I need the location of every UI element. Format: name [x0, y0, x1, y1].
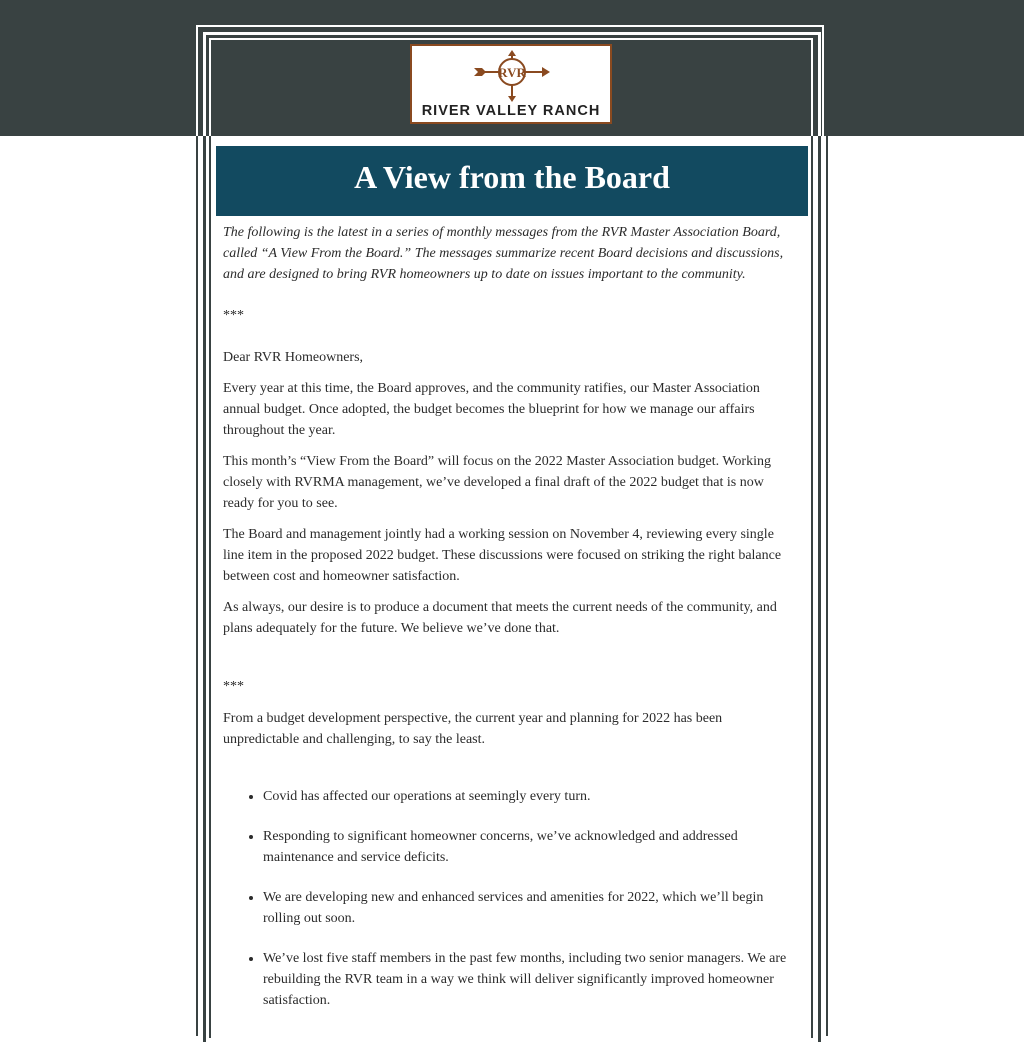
logo-monogram: RVR	[498, 65, 526, 80]
greeting: Dear RVR Homeowners,	[223, 350, 364, 365]
rvr-logo[interactable]	[410, 44, 612, 124]
separator: ***	[223, 308, 244, 323]
compass-arrow-icon	[472, 50, 552, 102]
list-item: • Covid has affected our operations at seemingly every turn.	[263, 786, 795, 807]
challenges-list	[223, 786, 795, 1011]
body-paragraph: This month’s “View From the Board” will focus on the 2022 Master Association budget. Working closely with RVRMA management, we’ve developed a final draft of the 2022 budget that is now ready for you to see.	[223, 454, 771, 511]
separator: ***	[223, 679, 244, 694]
body-paragraph: Every year at this time, the Board approves, and the community ratifies, our Master Association annual budget. Once adopted, the budget becomes the blueprint for how we manage our affairs throughout the year.	[223, 381, 760, 438]
list-item: • Responding to significant homeowner concerns, we’ve acknowledged and addressed maintenance and service deficits.	[263, 826, 795, 868]
page-title: A View from the Board	[216, 146, 808, 216]
body-paragraph: As always, our desire is to produce a document that meets the current needs of the community, and plans adequately for the future. We believe we’ve done that.	[223, 600, 777, 636]
intro-paragraph: The following is the latest in a series of monthly messages from the RVR Master Association Board, called “A View From the Board.” The messages summarize recent Board decisions and discussions, and are designed to bring RVR homeowners up to date on issues important to the community.	[223, 225, 784, 282]
list-item: • We’ve lost five staff members in the past few months, including two senior managers. We are rebuilding the RVR team in a way we think will deliver significantly improved homeowner satisfaction.	[263, 948, 795, 1011]
body-paragraph: The Board and management jointly had a working session on November 4, reviewing every single line item in the proposed 2022 budget. These discussions were focused on striking the right balance between cost and homeowner satisfaction.	[223, 527, 782, 584]
logo-text: RIVER VALLEY RANCH	[421, 103, 601, 119]
list-item: • We are developing new and enhanced services and amenities for 2022, which we’ll begin rolling out soon.	[263, 887, 795, 929]
frame-right-strip	[821, 136, 828, 1036]
frame-left-strip	[196, 136, 203, 1036]
article-body	[223, 222, 795, 1030]
budget-intro-paragraph: From a budget development perspective, the current year and planning for 2022 has been unpredictable and challenging, to say the least.	[223, 711, 723, 747]
